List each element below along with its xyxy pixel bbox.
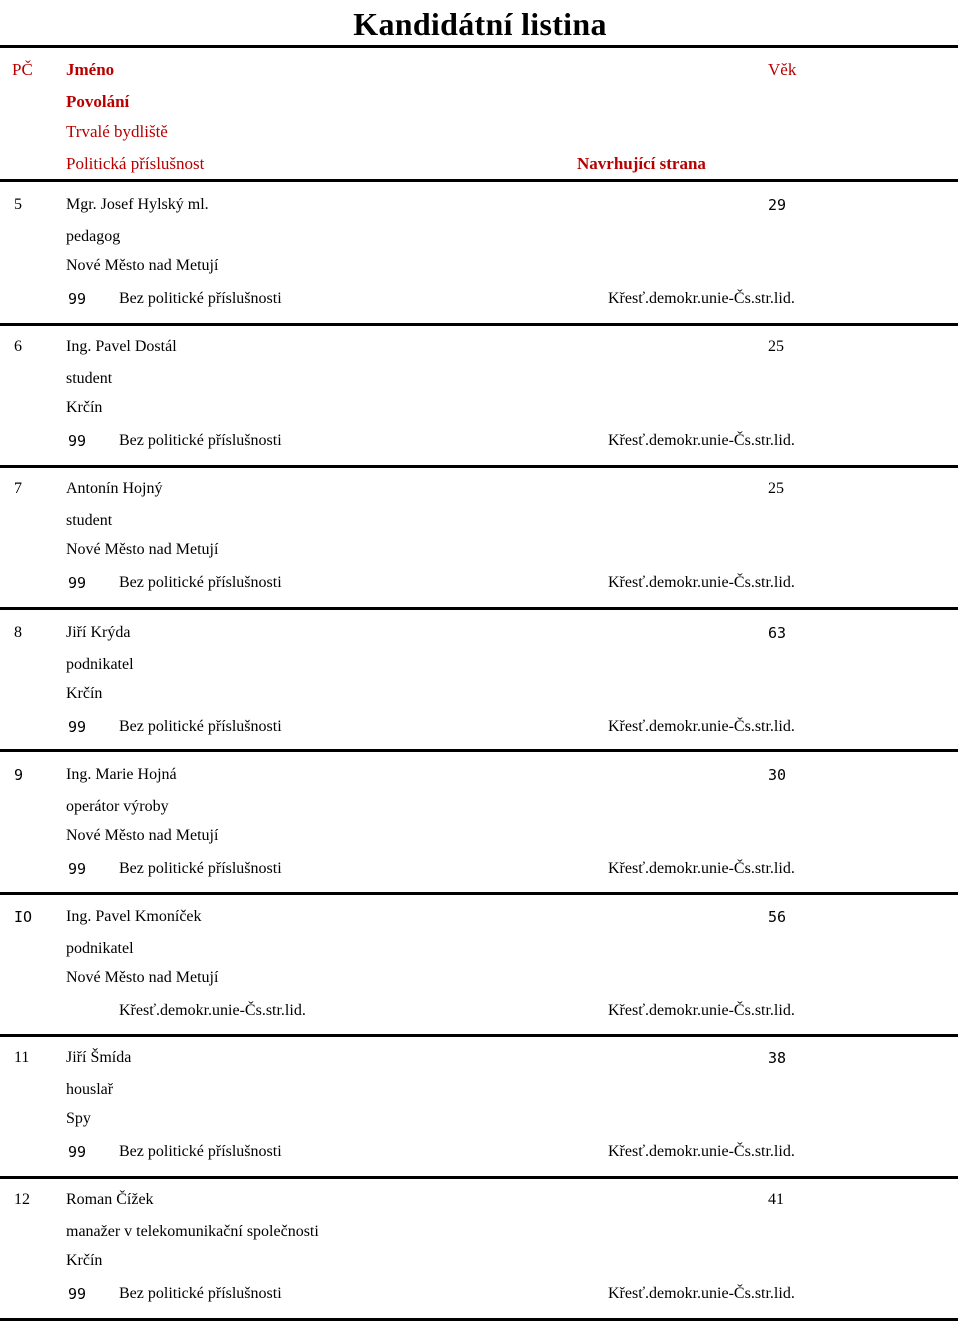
candidate-residence: Krčín [66, 399, 103, 416]
divider [0, 323, 958, 326]
affiliation-code: 99 [68, 574, 87, 592]
candidate-name: Ing. Pavel Dostál [66, 338, 177, 355]
candidate-occupation: podnikatel [66, 656, 134, 673]
candidate-occupation: houslař [66, 1081, 114, 1098]
candidate-name: Jiří Krýda [66, 624, 131, 641]
nominating-party: Křesť.demokr.unie-Čs.str.lid. [608, 1285, 795, 1302]
candidate-affiliation: Bez politické příslušnosti [119, 432, 282, 449]
candidate-name: Roman Čížek [66, 1191, 154, 1208]
candidate-age: 25 [768, 480, 784, 497]
candidate-age: 41 [768, 1191, 784, 1208]
candidate-affiliation: Bez politické příslušnosti [119, 718, 282, 735]
candidate-affiliation: Bez politické příslušnosti [119, 860, 282, 877]
candidate-affiliation: Bez politické příslušnosti [119, 290, 282, 307]
nominating-party: Křesť.demokr.unie-Čs.str.lid. [608, 718, 795, 735]
candidate-occupation: student [66, 370, 113, 387]
nominating-party: Křesť.demokr.unie-Čs.str.lid. [608, 1002, 795, 1019]
candidate-number: 8 [14, 624, 22, 641]
candidate-affiliation: Bez politické příslušnosti [119, 1285, 282, 1302]
candidate-affiliation: Bez politické příslušnosti [119, 1143, 282, 1160]
candidate-number: 5 [14, 196, 22, 213]
divider [0, 179, 958, 182]
page-title: Kandidátní listina [353, 6, 607, 42]
candidate-age: 30 [768, 766, 787, 784]
divider [0, 749, 958, 752]
affiliation-code: 99 [68, 1285, 87, 1303]
affiliation-code: 99 [68, 718, 87, 736]
candidate-number: 11 [14, 1049, 30, 1066]
header-pc: PČ [12, 60, 33, 79]
nominating-party: Křesť.demokr.unie-Čs.str.lid. [608, 860, 795, 877]
candidate-residence: Nové Město nad Metují [66, 257, 219, 274]
header-prislusnost: Politická příslušnost [66, 154, 205, 173]
divider [0, 892, 958, 895]
candidate-name: Ing. Marie Hojná [66, 766, 177, 783]
candidate-name: Mgr. Josef Hylský ml. [66, 196, 209, 213]
candidate-number: IO [14, 908, 33, 926]
nominating-party: Křesť.demokr.unie-Čs.str.lid. [608, 432, 795, 449]
candidate-occupation: operátor výroby [66, 798, 169, 815]
divider [0, 1176, 958, 1179]
header-jmeno: Jméno [66, 60, 115, 79]
candidate-residence: Krčín [66, 1252, 103, 1269]
affiliation-code: 99 [68, 290, 87, 308]
candidate-residence: Nové Město nad Metují [66, 541, 219, 558]
candidate-name: Antonín Hojný [66, 480, 163, 497]
divider [0, 1034, 958, 1037]
candidate-residence: Spy [66, 1110, 91, 1127]
candidate-age: 63 [768, 624, 787, 642]
header-povolani: Povolání [66, 92, 130, 111]
nominating-party: Křesť.demokr.unie-Čs.str.lid. [608, 1143, 795, 1160]
affiliation-code: 99 [68, 860, 87, 878]
candidate-age: 56 [768, 908, 787, 926]
divider [0, 607, 958, 610]
candidate-occupation: podnikatel [66, 940, 134, 957]
candidate-number: 6 [14, 338, 22, 355]
divider [0, 465, 958, 468]
candidate-residence: Nové Město nad Metují [66, 969, 219, 986]
candidate-occupation: student [66, 512, 113, 529]
candidate-number: 12 [14, 1191, 30, 1208]
candidate-age: 29 [768, 196, 787, 214]
candidate-occupation: manažer v telekomunikační společnosti [66, 1223, 319, 1240]
header-bydliste: Trvalé bydliště [66, 122, 168, 141]
candidate-affiliation: Křesť.demokr.unie-Čs.str.lid. [119, 1002, 306, 1019]
header-strana: Navrhující strana [577, 154, 706, 173]
candidate-residence: Nové Město nad Metují [66, 827, 219, 844]
affiliation-code: 99 [68, 1143, 87, 1161]
candidate-number: 9 [14, 766, 24, 784]
divider [0, 45, 958, 48]
affiliation-code: 99 [68, 432, 87, 450]
candidate-number: 7 [14, 480, 22, 497]
candidate-age: 25 [768, 338, 784, 355]
nominating-party: Křesť.demokr.unie-Čs.str.lid. [608, 574, 795, 591]
nominating-party: Křesť.demokr.unie-Čs.str.lid. [608, 290, 795, 307]
candidate-name: Ing. Pavel Kmoníček [66, 908, 202, 925]
header-vek: Věk [768, 60, 797, 79]
candidate-age: 38 [768, 1049, 787, 1067]
candidate-name: Jiří Šmída [66, 1049, 132, 1066]
candidate-residence: Krčín [66, 685, 103, 702]
candidate-occupation: pedagog [66, 228, 121, 245]
candidate-affiliation: Bez politické příslušnosti [119, 574, 282, 591]
